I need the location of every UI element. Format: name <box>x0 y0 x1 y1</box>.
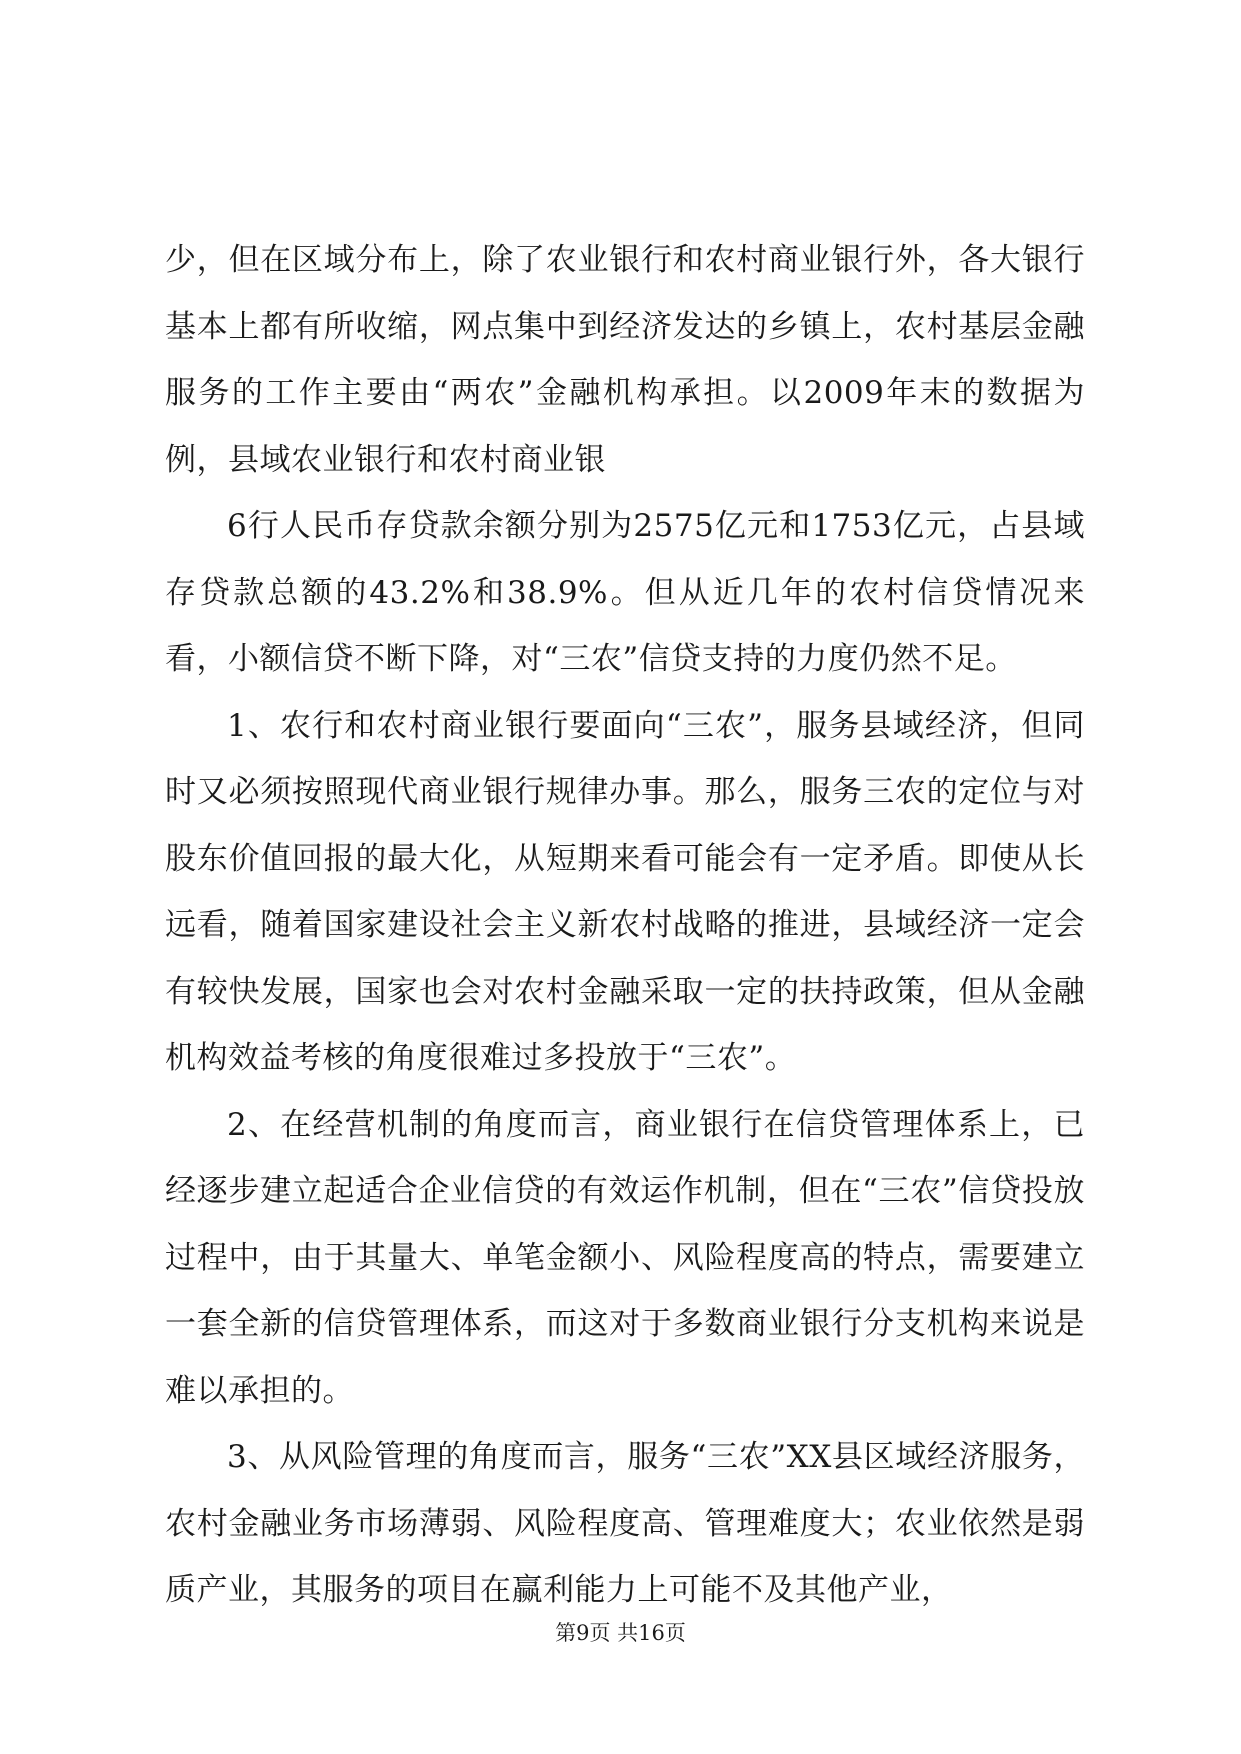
paragraph-loan-balance: 6行人民币存贷款余额分别为2575亿元和1753亿元，占县域存贷款总额的43.2%和38.9%。但从近几年的农村信贷情况来看，小额信贷不断下降，对“三农”信贷支持的力度仍然不足。 <box>165 508 1085 677</box>
paragraph-point-3: 3、从风险管理的角度而言，服务“三农”XX县区域经济服务，农村金融业务市场薄弱、风险程度高、管理难度大；农业依然是弱质产业，其服务的项目在赢利能力上可能不及其他产业， <box>165 1439 1085 1608</box>
page-number-footer: 第9页 共16页 <box>555 1621 686 1645</box>
paragraph-point-1: 1、农行和农村商业银行要面向“三农”，服务县域经济，但同时又必须按照现代商业银行规律办事。那么，服务三农的定位与对股东价值回报的最大化，从短期来看可能会有一定矛盾。即使从长远看，随着国家建设社会主义新农村战略的推进，县域经济一定会有较快发展，国家也会对农村金融采取一定的扶持政策，但从金融机构效益考核的角度很难过多投放于“三农”。 <box>165 707 1085 1076</box>
paragraph-continued: 少，但在区域分布上，除了农业银行和农村商业银行外，各大银行基本上都有所收缩，网点集中到经济发达的乡镇上，农村基层金融服务的工作主要由“两农”金融机构承担。以2009年末的数据为例，县域农业银行和农村商业银 <box>165 242 1085 478</box>
document-body <box>165 227 1085 1624</box>
paragraph-point-2: 2、在经营机制的角度而言，商业银行在信贷管理体系上，已经逐步建立起适合企业信贷的有效运作机制，但在“三农”信贷投放过程中，由于其量大、单笔金额小、风险程度高的特点，需要建立一套全新的信贷管理体系，而这对于多数商业银行分支机构来说是难以承担的。 <box>165 1106 1085 1409</box>
